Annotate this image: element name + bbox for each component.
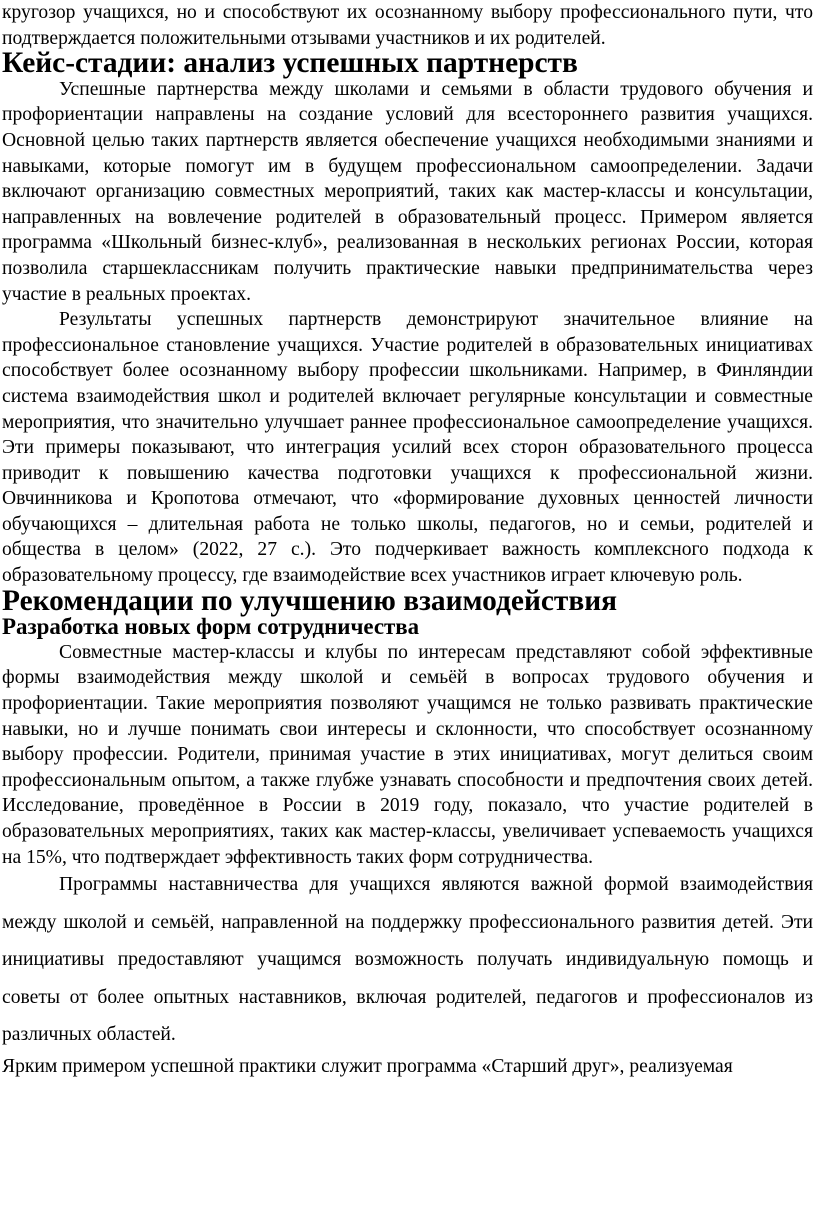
paragraph-continuation: кругозор учащихся, но и способствуют их осознанному выбору профессионального пути, что подтверждается положительными отзывами участников и их родителей. — [2, 2, 813, 49]
heading-new-forms: Разработка новых форм сотрудничества — [2, 614, 420, 640]
paragraph-master-classes: Совместные мастер-классы и клубы по интересам представляют собой эффективные формы взаимодействия между школой и семьёй в вопросах трудового обучения и профориентации. Такие мероприятия позволяют учащимся не только развивать практические навыки, но и лучше понимать свои интересы и склонности, что способствует осознанному выбору профессии. Родители, принимая участие в этих инициативах, могут делиться своим профессиональным опытом, а также глубже узнавать способности и предпочтения своих детей. Исследование, проведённое в России в 2019 году, показало, что участие родителей в образовательных мероприятиях, таких как мастер-классы, увеличивает успеваемость учащихся на 15%, что подтверждает эффективность таких форм сотрудничества. — [2, 641, 813, 868]
heading-recommendations: Рекомендации по улучшению взаимодействия — [2, 584, 618, 617]
heading-case-studies: Кейс-стадии: анализ успешных партнерств — [2, 47, 578, 80]
paragraph-partnerships: Успешные партнерства между школами и семьями в области трудового обучения и профориентации направлены на создание условий для всестороннего развития учащихся. Основной целью таких партнерств является обеспечение учащихся необходимыми знаниями и навыками, которые помогут им в будущем профессиональном самоопределении. Задачи включают организацию совместных мероприятий, таких как мастер-классы и консультации, направленных на вовлечение родителей в образовательный процесс. Примером является программа «Школьный бизнес-клуб», реализованная в нескольких регионах России, которая позволила старшеклассникам получить практические навыки предпринимательства через участие в реальных проектах. — [2, 78, 813, 305]
paragraph-results: Результаты успешных партнерств демонстрируют значительное влияние на профессиональное становление учащихся. Участие родителей в образовательных инициативах способствует более осознанному выбору профессии школьниками. Например, в Финляндии система взаимодействия школ и родителей включает регулярные консультации и совместные мероприятия, что значительно улучшает раннее профессиональное самоопределение учащихся. Эти примеры показывают, что интеграция усилий всех сторон образовательного процесса приводит к повышению качества подготовки учащихся к профессиональной жизни. Овчинникова и Кропотова отмечают, что «формирование духовных ценностей личности обучающихся – длительная работа не только школы, педагогов, но и семьи, родителей и общества в целом» (2022, 27 с.). Это подчеркивает важность комплексного подхода к образовательному процессу, где взаимодействие всех участников играет ключевую роль. — [2, 309, 813, 587]
paragraph-example-start: Ярким примером успешной практики служит программа «Старший друг», реализуемая — [2, 1055, 733, 1077]
paragraph-mentoring: Программы наставничества для учащихся являются важной формой взаимодействия между школой и семьёй, направленной на поддержку профессионального развития детей. Эти инициативы предоставляют учащимся возможность получать индивидуальную помощь и советы от более опытных наставников, включая родителей, педагогов и профессионалов из различных областей. — [2, 874, 813, 1046]
